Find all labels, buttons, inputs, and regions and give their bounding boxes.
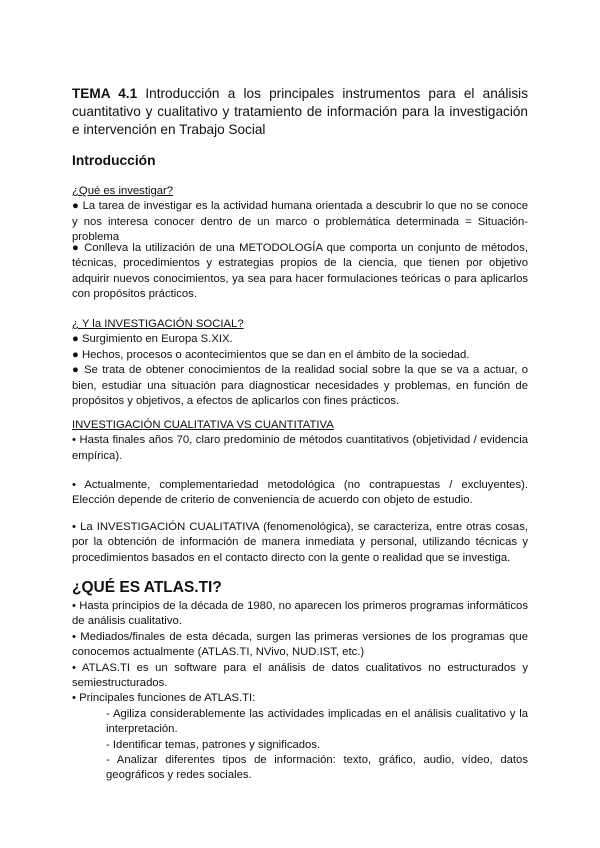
tema-label: TEMA 4.1 — [72, 86, 138, 101]
section-metodologia — [72, 241, 528, 303]
document-title — [72, 85, 528, 139]
section-cualitativa-vs-cuantitativa — [72, 418, 528, 464]
paragraph: • La INVESTIGACIÓN CUALITATIVA (fenomenológica), se caracteriza, entre otras cosas, por la obtención de información de manera inmediata y personal, utilizando técnicas y procedimientos basados en el contacto directo con la gente o realidad que se investiga. — [72, 521, 528, 564]
paragraph: • Principales funciones de ATLAS.TI: — [72, 692, 256, 705]
section-atlas — [72, 599, 528, 784]
section-investigacion-social — [72, 317, 528, 409]
paragraph: ● Surgimiento en Europa S.XIX. — [72, 333, 233, 346]
paragraph: • ATLAS.TI es un software para el análisis de datos cualitativos no estructurados y semiestructurados. — [72, 661, 528, 690]
paragraph: ● Conlleva la utilización de una METODOLOGÍA que comporta un conjunto de métodos, técnicas, procedimientos y estrategias propios de la ciencia, que tienen por objetivo adquirir nuevos conocimientos, ya sea para hacer formulaciones teóricas o para aplicarlos con propósitos prácticos. — [72, 242, 528, 301]
section-heading: ¿ Y la INVESTIGACIÓN SOCIAL? — [72, 318, 244, 330]
paragraph: ● Se trata de obtener conocimientos de la realidad social sobre la que se va a actuar, o bien, estudiar una situación para diagnosticar necesidades y problemas, en función de propósitos y objetivos, a efectos de aplicarlos con fines prácticos. — [72, 364, 528, 408]
paragraph: • Hasta finales años 70, claro predominio de métodos cuantitativos (objetividad / evidencia empírica). — [72, 434, 528, 462]
section-investigacion-cualitativa — [72, 520, 528, 566]
section-complementariedad — [72, 478, 528, 509]
list-item: - Agiliza considerablemente las actividades implicadas en el análisis cualitativo y la interpretación. — [106, 707, 528, 736]
paragraph: • Mediados/finales de esta década, surgen las primeras versiones de los programas que conocemos actualmente (ATLAS.TI, NVivo, NUD.IST, etc.) — [72, 630, 528, 659]
tema-title: Introducción a los principales instrumentos para el análisis cuantitativo y cualitativo y tratamiento de información para la investigación e intervención en Trabajo Social — [72, 86, 528, 137]
paragraph: • Hasta principios de la década de 1980, no aparecen los primeros programas informáticos de análisis cualitativo. — [72, 600, 528, 628]
atlas-heading: ¿QUÉ ES ATLAS.TI? — [72, 579, 222, 596]
list-item: - Identificar temas, patrones y significados. — [106, 738, 321, 751]
section-que-es-investigar — [72, 184, 528, 246]
atlas-functions-list — [72, 707, 528, 784]
intro-heading: Introducción — [72, 153, 156, 168]
paragraph: • Actualmente, complementariedad metodológica (no contrapuestas / excluyentes). Elección depende de criterio de conveniencia de acuerdo con objeto de estudio. — [72, 479, 528, 507]
paragraph: ● Hechos, procesos o acontecimientos que se dan en el ámbito de la sociedad. — [72, 348, 470, 361]
list-item: - Analizar diferentes tipos de información: texto, gráfico, audio, vídeo, datos geográficos y redes sociales. — [106, 754, 528, 782]
section-heading: ¿Qué es investigar? — [72, 185, 174, 197]
paragraph: ● La tarea de investigar es la actividad humana orientada a descubrir lo que no se conoce y nos interesa conocer dentro de un marco o problemática determinada = Situación-problema — [72, 200, 528, 244]
section-heading: INVESTIGACIÓN CUALITATIVA VS CUANTITATIVA — [72, 419, 334, 431]
